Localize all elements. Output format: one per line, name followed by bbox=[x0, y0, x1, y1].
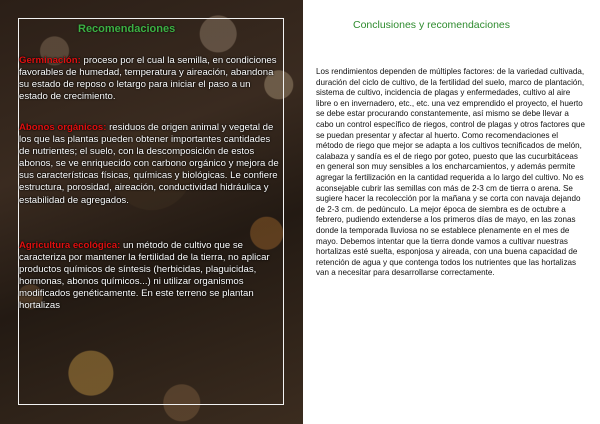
definition-agricultura-ecologica bbox=[19, 240, 281, 313]
definition-text-abonos-organicos: residuos de origen animal y vegetal de los que las plantas pueden obtener importantes cantidades de nutrientes; el suelo, con la descomposición de estos abonos, se ve enriquecido con carbono orgánico y mejora de sus características físicas, químicas y biológicas. Le confiere estructura, porosidad, aireación, conductividad hidráulica y estabilidad de agregados. bbox=[19, 122, 279, 206]
definition-text-agricultura-ecologica: un método de cultivo que se caracteriza por mantener la fertilidad de la tierra, no aplicar productos químicos de síntesis (herbicidas, plaguicidas, hormonas, abonos químicos...) ni utilizar organismos modificados genéticamente. En este terreno se plantan hortalizas bbox=[19, 240, 270, 312]
definition-germinacion bbox=[19, 55, 281, 103]
term-abonos-organicos: Abonos orgánicos: bbox=[19, 122, 107, 133]
term-germinacion: Germinación: bbox=[19, 55, 81, 66]
definition-abonos-organicos bbox=[19, 122, 281, 207]
term-agricultura-ecologica: Agricultura ecológica: bbox=[19, 240, 121, 251]
right-page-title: Conclusiones y recomendaciones bbox=[353, 19, 511, 31]
conclusions-body-text: Los rendimientos dependen de múltiples factores: de la variedad cultivada, duración del ciclo de cultivo, de la fertilidad del suelo, marco de plantación, sistema de cultivo, incidencia de plagas y enfermedades, cultivo al aire libre o en invernadero, etc., etc. una vez emprendido el proyecto, el huerto se debe estar procurando constantemente, así mismo se debe llevar a cabo un control específico de riegos, control de plagas y otros factores que se puedan presentar y afectar al huerto. Como recomendaciones el método de riego que mejor se adapta a los cultivos tecnificados de melón, calabaza y sandía es el de riego por goteo, puesto que las cucurbitáceas en general son muy sensibles a los encharcamientos, y además permite agregar la fertilización en la cantidad requerida a lo largo del cultivo. No es aconsejable cubrir las semillas con más de 2-3 cm de tierra o arena. Se sugiere hacer la recolección por la mañana y se corta con navaja dejando de 2-3 cm. de pedúnculo. La mejor época de siembra es de octubre a febrero, pudiendo extenderse a los primeros días de mayo, en las zonas donde la temporada lluviosa no se establece plenamente en el mes de mayo. Debemos intentar que la tierra donde vamos a cultivar nuestras hortalizas esté suelta, esponjosa y aireada, con una buena capacidad de retención de agua y que contenga todos los nutrientes que las hortalizas van a necesitar para desarrollarse correctamente. bbox=[316, 67, 586, 278]
left-page-title: Recomendaciones bbox=[78, 23, 176, 35]
definition-text-germinacion: proceso por el cual la semilla, en condiciones favorables de humedad, temperatura y aireación, abandona su estado de reposo o letargo para iniciar el paso a un estado de crecimiento. bbox=[19, 55, 277, 103]
